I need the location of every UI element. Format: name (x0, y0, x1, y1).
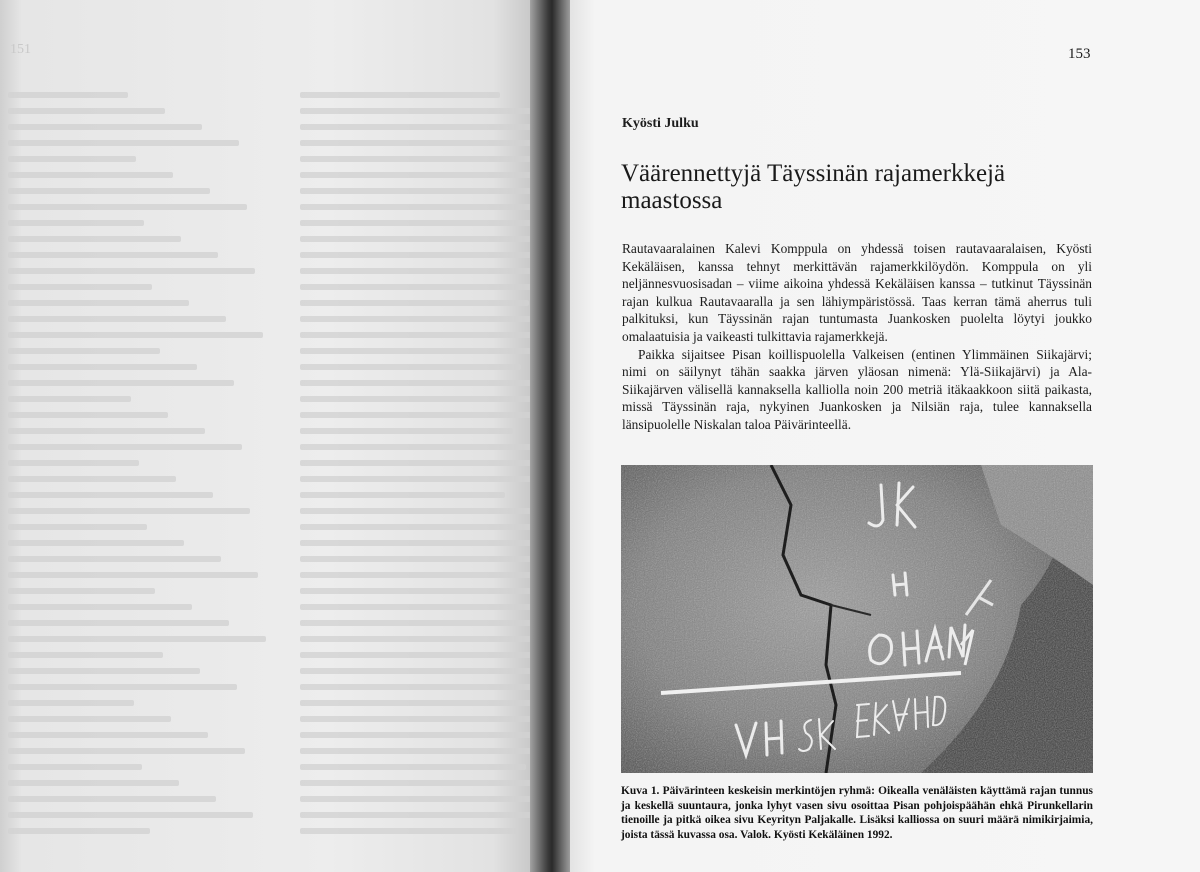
show-through-line (300, 460, 540, 466)
show-through-line (8, 636, 266, 642)
page-number: 153 (1068, 46, 1091, 62)
show-through-line (300, 204, 540, 210)
show-through-line (300, 636, 540, 642)
show-through-line (300, 220, 540, 226)
article-body (622, 240, 1092, 434)
show-through-line (8, 284, 152, 290)
show-through-line (8, 508, 250, 514)
show-through-line (8, 540, 184, 546)
show-through-line (8, 108, 165, 114)
show-through-line (300, 236, 537, 242)
show-through-line (8, 268, 255, 274)
show-through-line (8, 556, 221, 562)
show-through-line (8, 124, 202, 130)
show-through-line (300, 620, 540, 626)
rock-carving-photo (621, 465, 1093, 773)
show-through-line (8, 652, 163, 658)
show-through-line (300, 716, 540, 722)
show-through-line (300, 572, 540, 578)
show-through-line (8, 156, 136, 162)
show-through-line (300, 540, 540, 546)
show-through-line (300, 156, 540, 162)
show-through-line (300, 300, 529, 306)
left-page-number: 151 (10, 42, 31, 57)
show-through-line (8, 252, 218, 258)
show-through-line (300, 412, 540, 418)
show-through-line (8, 220, 144, 226)
show-through-line (300, 700, 534, 706)
show-through-line (300, 796, 540, 802)
show-through-line (8, 588, 155, 594)
show-through-line (300, 380, 540, 386)
show-through-line (300, 124, 540, 130)
show-through-line (300, 604, 540, 610)
show-through-line (8, 300, 189, 306)
show-through-line (8, 204, 247, 210)
show-through-line (8, 476, 176, 482)
article-author: Kyösti Julku (622, 116, 699, 131)
show-through-line (8, 332, 263, 338)
show-through-line (8, 620, 229, 626)
show-through-line (8, 668, 200, 674)
photo-caption: Kuva 1. Päivärinteen keskeisin merkintöjen ryhmä: Oikealla venäläisten käyttämä rajan tunnus ja keskellä suuntaura, jonka lyhyt vasen sivu osoittaa Pisan pohjoispäähän ehkä Pirunkellarin tienoille ja pitkä oikea sivu Keyrityn Paljakalle. Lisäksi kalliossa on suuri määrä nimikirjaimia, joista tässä kuvassa osa. Valok. Kyösti Kekäläinen 1992. (621, 785, 1093, 841)
show-through-line (8, 796, 216, 802)
show-through-line (300, 652, 540, 658)
show-through-line (8, 236, 181, 242)
show-through-line (8, 732, 208, 738)
show-through-line (8, 348, 160, 354)
show-through-line (300, 812, 540, 818)
show-through-line (8, 364, 197, 370)
paragraph-2: Paikka sijaitsee Pisan koillispuolella Valkeisen (entinen Ylimmäinen Siikajärvi; nimi on säilynyt tähän saakka järven yläosan nimenä: Ylä-Siikajärvi) ja Ala-Siikajärven välisellä kannaksella kalliolla noin 200 metriä itäkaakkoon siitä paikasta, missä Täyssinän raja, nykyinen Juankosken ja Nilsiän raja, tulee kannaksella länsipuolelle Niskalan taloa Päivärinteellä. (622, 346, 1092, 432)
show-through-line (8, 700, 134, 706)
show-through-line (300, 364, 521, 370)
show-through-line (300, 140, 540, 146)
show-through-line (8, 92, 128, 98)
show-through-line (8, 684, 237, 690)
show-through-line (8, 172, 173, 178)
show-through-line (300, 764, 526, 770)
show-through-line (8, 412, 168, 418)
show-through-line (300, 524, 540, 530)
show-through-line (300, 188, 540, 194)
show-through-line (300, 252, 540, 258)
left-page (0, 0, 548, 872)
show-through-line (300, 348, 540, 354)
show-through-line (300, 332, 540, 338)
show-through-line (300, 444, 540, 450)
show-through-line (8, 716, 171, 722)
show-through-line (300, 492, 505, 498)
show-through-line (300, 428, 513, 434)
show-through-line (8, 316, 226, 322)
show-through-line (8, 812, 253, 818)
show-through-line (8, 764, 142, 770)
show-through-line (300, 748, 540, 754)
show-through-line (8, 140, 239, 146)
show-through-line (8, 492, 213, 498)
show-through-line (300, 108, 540, 114)
show-through-line (300, 316, 540, 322)
show-through-line (300, 508, 540, 514)
show-through-line (8, 604, 192, 610)
show-through-line (300, 476, 540, 482)
show-through-line (8, 524, 147, 530)
show-through-line (300, 172, 540, 178)
paragraph-1: Rautavaaralainen Kalevi Komppula on yhdessä toisen rautavaaralaisen, Kyösti Kekäläisen, kanssa tehnyt merkittävän rajamerkkilöydön. Komppula on yli neljännesvuosisadan – viime aikoina yhdessä Kekäläisen kanssa – tutkinut Täyssinän rajan kulkua Rautavaaralla ja sen lähiympäristössä. Taas kerran tämä aherrus tuli palkituksi, kun Täyssinän rajan tuntumasta Juankosken puolelta löytyi joukko omalaatuisia ja vaikeasti tulkittavia rajamerkkejä. (622, 241, 1092, 344)
show-through-line (8, 396, 131, 402)
show-through-line (300, 556, 540, 562)
show-through-line (8, 572, 258, 578)
show-through-line (8, 748, 245, 754)
show-through-line (8, 780, 179, 786)
show-through-line (8, 460, 139, 466)
show-through-line (300, 284, 540, 290)
show-through-line (8, 188, 210, 194)
show-through-line (8, 828, 150, 834)
show-through-line (8, 444, 242, 450)
show-through-line (8, 380, 234, 386)
book-gutter (530, 0, 570, 872)
show-through-line (300, 684, 540, 690)
show-through-line (300, 668, 540, 674)
show-through-line (300, 92, 500, 98)
show-through-line (300, 780, 540, 786)
article-title: Väärennettyjä Täyssinän rajamerkkejä maastossa (621, 160, 1006, 214)
show-through-line (300, 732, 540, 738)
show-through-line (300, 588, 540, 594)
show-through-line (8, 428, 205, 434)
show-through-line (300, 396, 540, 402)
show-through-line (300, 828, 518, 834)
show-through-line (300, 268, 540, 274)
show-through-text (0, 0, 548, 872)
